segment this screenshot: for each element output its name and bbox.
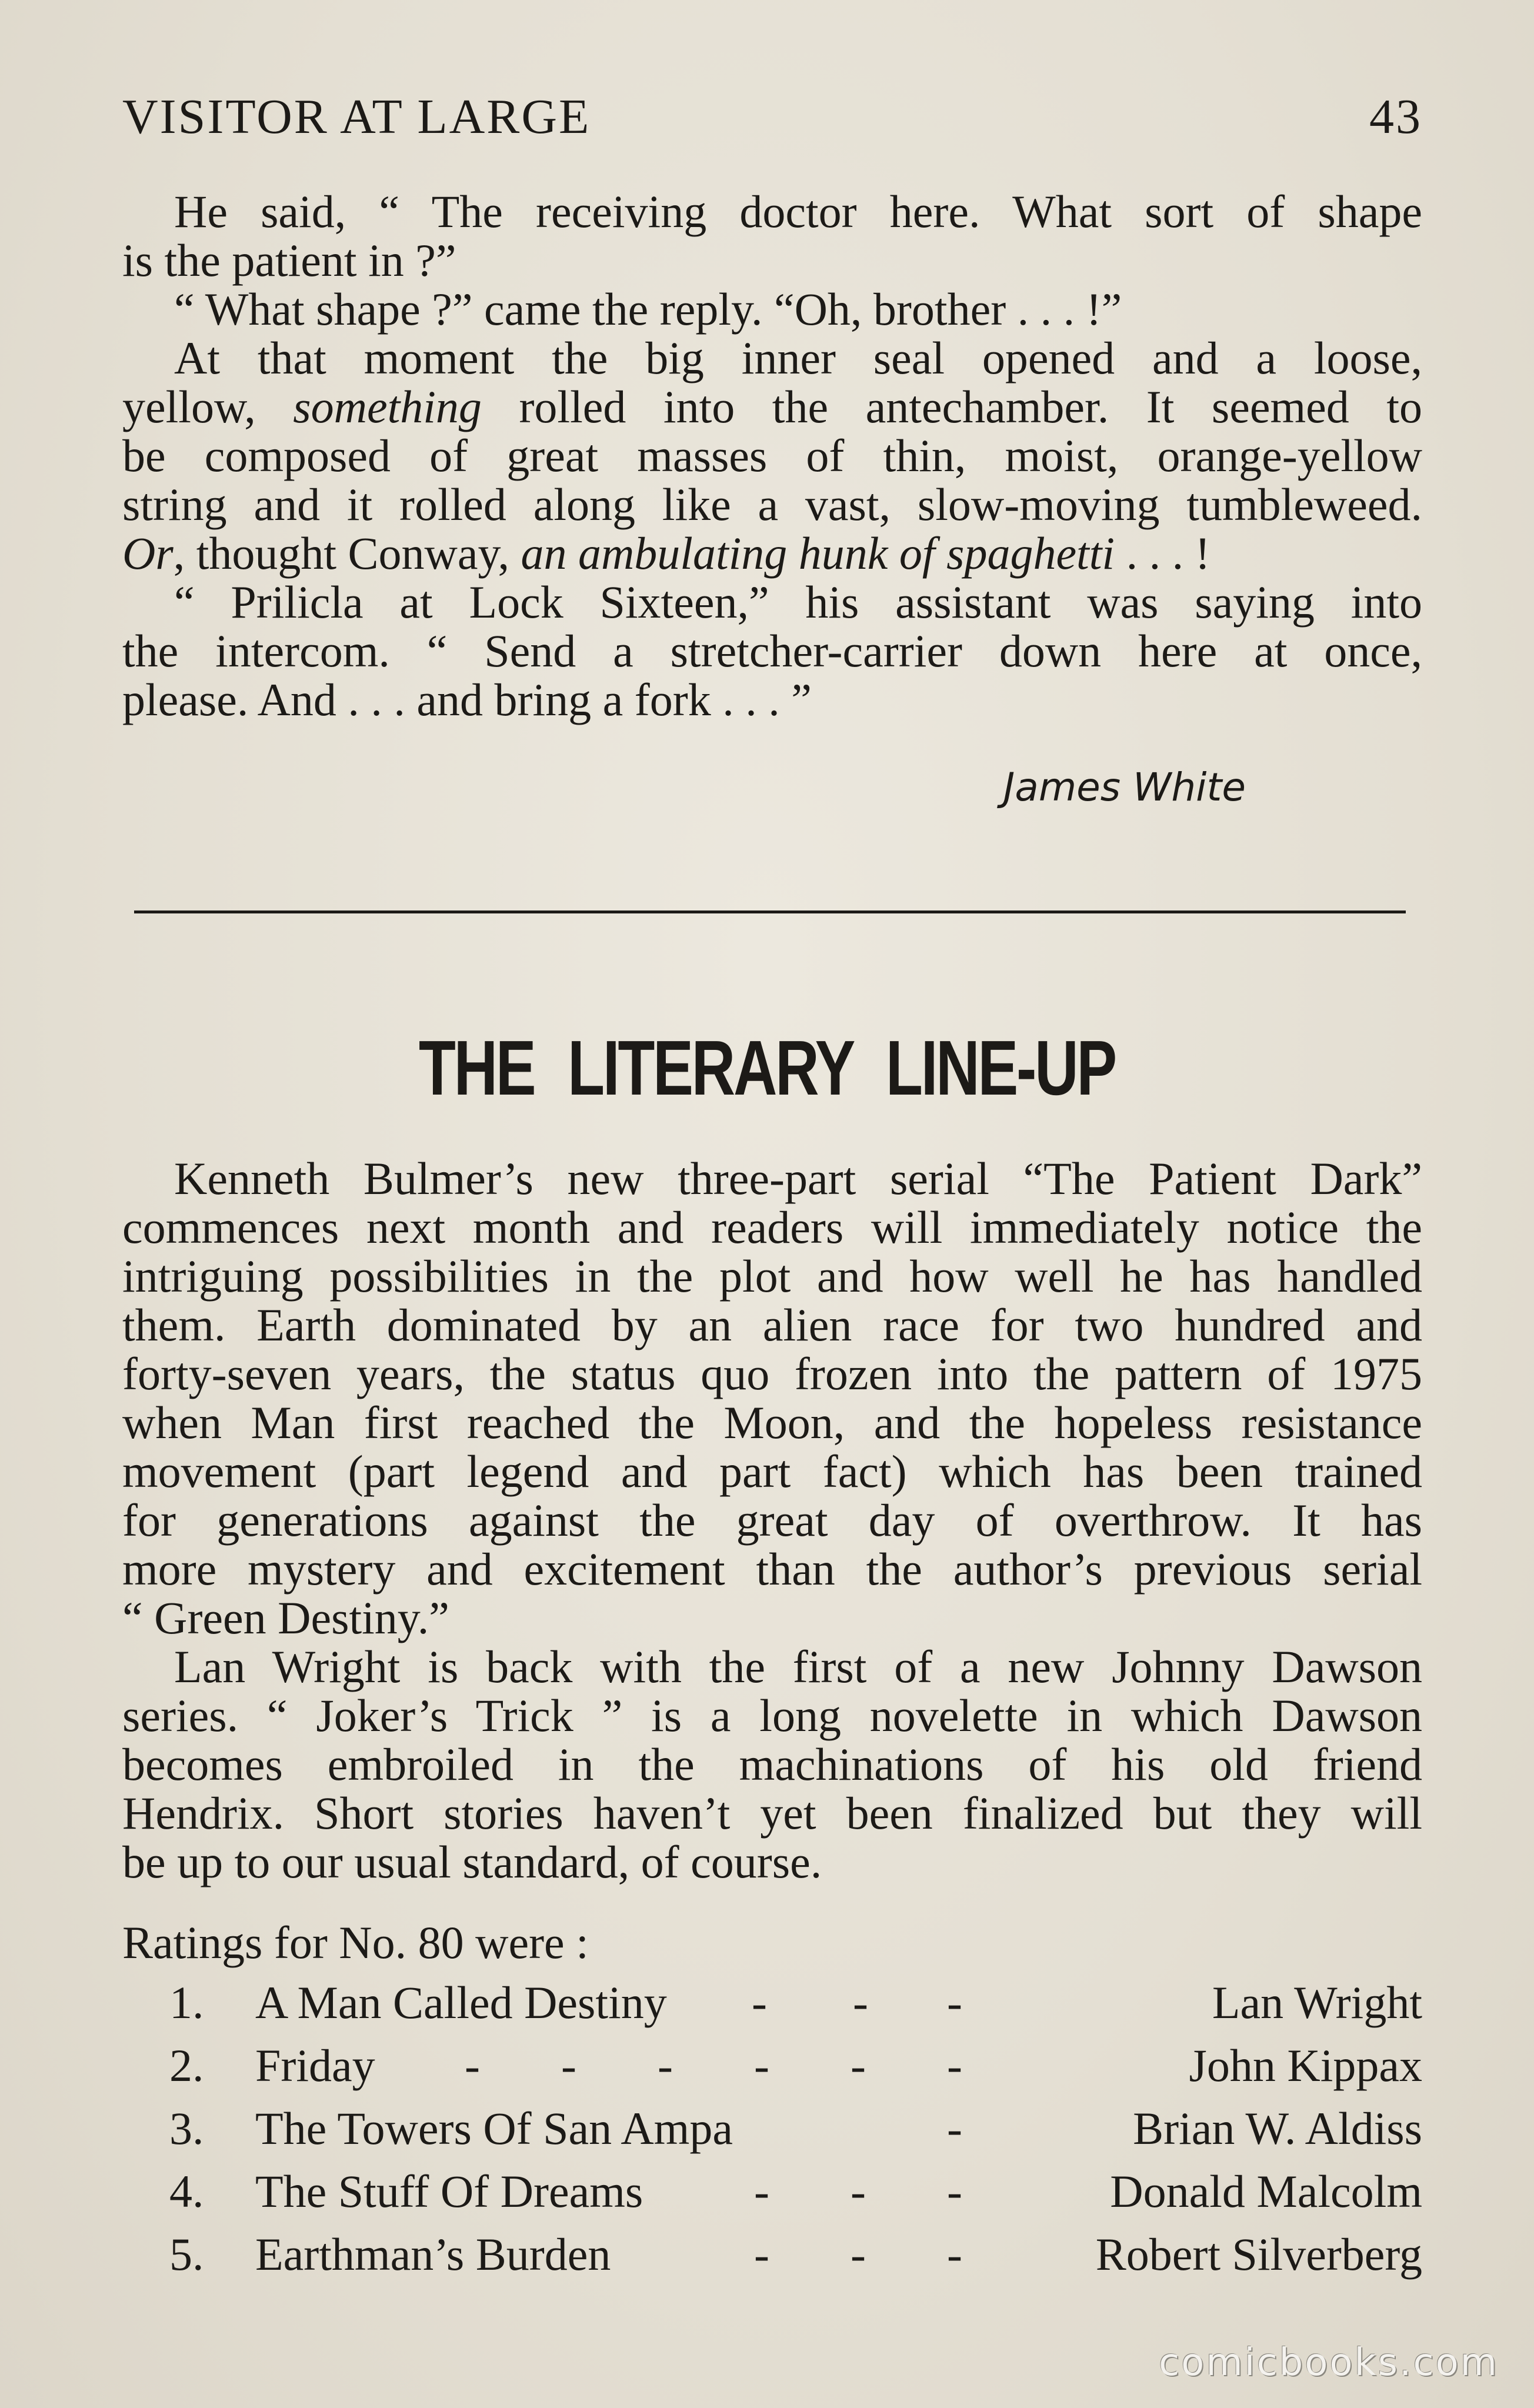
- section-title: THE LITERARY LINE-UP: [418, 1025, 1116, 1111]
- rating-title: Friday: [255, 2040, 375, 2091]
- rating-number: 1.: [169, 1977, 204, 2028]
- text-run: rolled into the antechamber. It seemed to: [481, 381, 1422, 432]
- leader-dash: -: [853, 1977, 868, 2028]
- leader-dash: -: [947, 2229, 962, 2280]
- leader-dash: -: [851, 2229, 866, 2280]
- rating-title: The Stuff Of Dreams: [255, 2166, 643, 2217]
- page-number: 43: [1369, 89, 1422, 144]
- text-line: series. “ Joker’s Trick ” is a long novelette in which Dawson: [122, 1690, 1422, 1741]
- leader-dash: -: [754, 2040, 769, 2091]
- rating-number: 3.: [169, 2103, 204, 2154]
- text-line: commences next month and readers will immediately notice the: [122, 1202, 1422, 1253]
- italic-text: something: [293, 381, 482, 432]
- rating-title: Earthman’s Burden: [255, 2229, 611, 2280]
- text-line: the intercom. “ Send a stretcher-carrier down here at once,: [122, 625, 1422, 676]
- author-byline: James White: [1003, 765, 1246, 810]
- leader-dash: -: [752, 1977, 767, 2028]
- text-line: is the patient in ?”: [122, 235, 456, 286]
- text-line: movement (part legend and part fact) which has been trained: [122, 1446, 1422, 1497]
- text-line: He said, “ The receiving doctor here. What sort of shape: [174, 186, 1422, 237]
- text-line: when Man first reached the Moon, and the hopeless resistance: [122, 1397, 1422, 1448]
- text-line: more mystery and excitement than the author’s previous serial: [122, 1543, 1422, 1595]
- italic-text: an ambulating hunk of spaghetti: [521, 528, 1115, 579]
- text-line: [122, 529, 1422, 578]
- rating-row: [0, 2039, 1534, 2103]
- leader-dash: -: [947, 1977, 962, 2028]
- leader-dash: -: [947, 2040, 962, 2091]
- text-line: Kenneth Bulmer’s new three-part serial “The Patient Dark”: [174, 1153, 1422, 1204]
- rating-number: 2.: [169, 2040, 204, 2091]
- rating-row: [0, 2165, 1534, 2229]
- leader-dash: -: [561, 2040, 576, 2091]
- text-line: “ Green Destiny.”: [122, 1592, 449, 1643]
- rating-author: John Kippax: [1189, 2040, 1422, 2091]
- text-line: “ Prilicla at Lock Sixteen,” his assistant was saying into: [174, 576, 1422, 628]
- text-line: Lan Wright is back with the first of a new Johnny Dawson: [174, 1641, 1422, 1692]
- rating-row: [0, 2102, 1534, 2166]
- leader-dash: -: [947, 2103, 962, 2154]
- story-ending: [122, 187, 1422, 724]
- rating-row: [0, 1976, 1534, 2040]
- running-title: VISITOR AT LARGE: [122, 89, 591, 144]
- lineup-paragraph: [122, 1154, 1422, 1642]
- text-line: becomes embroiled in the machinations of his old friend: [122, 1739, 1422, 1790]
- text-line: them. Earth dominated by an alien race for two hundred and: [122, 1299, 1422, 1350]
- rating-row: [0, 2228, 1534, 2292]
- leader-dash: -: [851, 2166, 866, 2217]
- lineup-paragraph: [122, 1642, 1422, 1886]
- text-line: please. And . . . and bring a fork . . . ”: [122, 674, 812, 725]
- rating-author: Brian W. Aldiss: [1133, 2103, 1422, 2154]
- ratings-heading: Ratings for No. 80 were :: [122, 1917, 589, 1968]
- story-paragraph: [122, 333, 1422, 578]
- text-run: yellow,: [122, 381, 294, 432]
- lineup-text: [122, 1154, 1422, 1886]
- text-line: string and it rolled along like a vast, slow-moving tumbleweed.: [122, 479, 1422, 530]
- text-run: , thought Conway,: [173, 528, 521, 579]
- text-line: for generations against the great day of overthrow. It has: [122, 1495, 1422, 1546]
- story-paragraph: [122, 187, 1422, 285]
- text-line: At that moment the big inner seal opened and a loose,: [174, 332, 1422, 383]
- rating-title: The Towers Of San Ampa: [255, 2103, 733, 2154]
- leader-dash: -: [947, 2166, 962, 2217]
- text-line: Hendrix. Short stories haven’t yet been finalized but they will: [122, 1787, 1422, 1839]
- text-line: be composed of great masses of thin, moist, orange-yellow: [122, 430, 1422, 481]
- rating-author: Robert Silverberg: [1095, 2229, 1422, 2280]
- text-line: be up to our usual standard, of course.: [122, 1836, 822, 1887]
- story-paragraph: [122, 578, 1422, 724]
- rating-number: 4.: [169, 2166, 204, 2217]
- rating-author: Donald Malcolm: [1110, 2166, 1422, 2217]
- story-paragraph: [122, 285, 1422, 333]
- rating-number: 5.: [169, 2229, 204, 2280]
- leader-dash: -: [754, 2229, 769, 2280]
- rating-author: Lan Wright: [1212, 1977, 1422, 2028]
- text-line: “ What shape ?” came the reply. “Oh, brother . . . !”: [174, 284, 1122, 335]
- text-run: . . . !: [1115, 528, 1210, 579]
- text-line: forty-seven years, the status quo frozen into the pattern of 1975: [122, 1348, 1422, 1399]
- leader-dash: -: [754, 2166, 769, 2217]
- italic-text: Or: [122, 528, 174, 579]
- watermark-logo: comicbooks.com: [1158, 2341, 1499, 2384]
- leader-dash: -: [465, 2040, 480, 2091]
- running-header: [122, 88, 1422, 145]
- rating-title: A Man Called Destiny: [255, 1977, 667, 2028]
- text-line: intriguing possibilities in the plot and how well he has handled: [122, 1250, 1422, 1302]
- text-line: [122, 382, 1422, 431]
- leader-dash: -: [851, 2040, 866, 2091]
- section-divider: [134, 910, 1406, 913]
- leader-dash: -: [658, 2040, 673, 2091]
